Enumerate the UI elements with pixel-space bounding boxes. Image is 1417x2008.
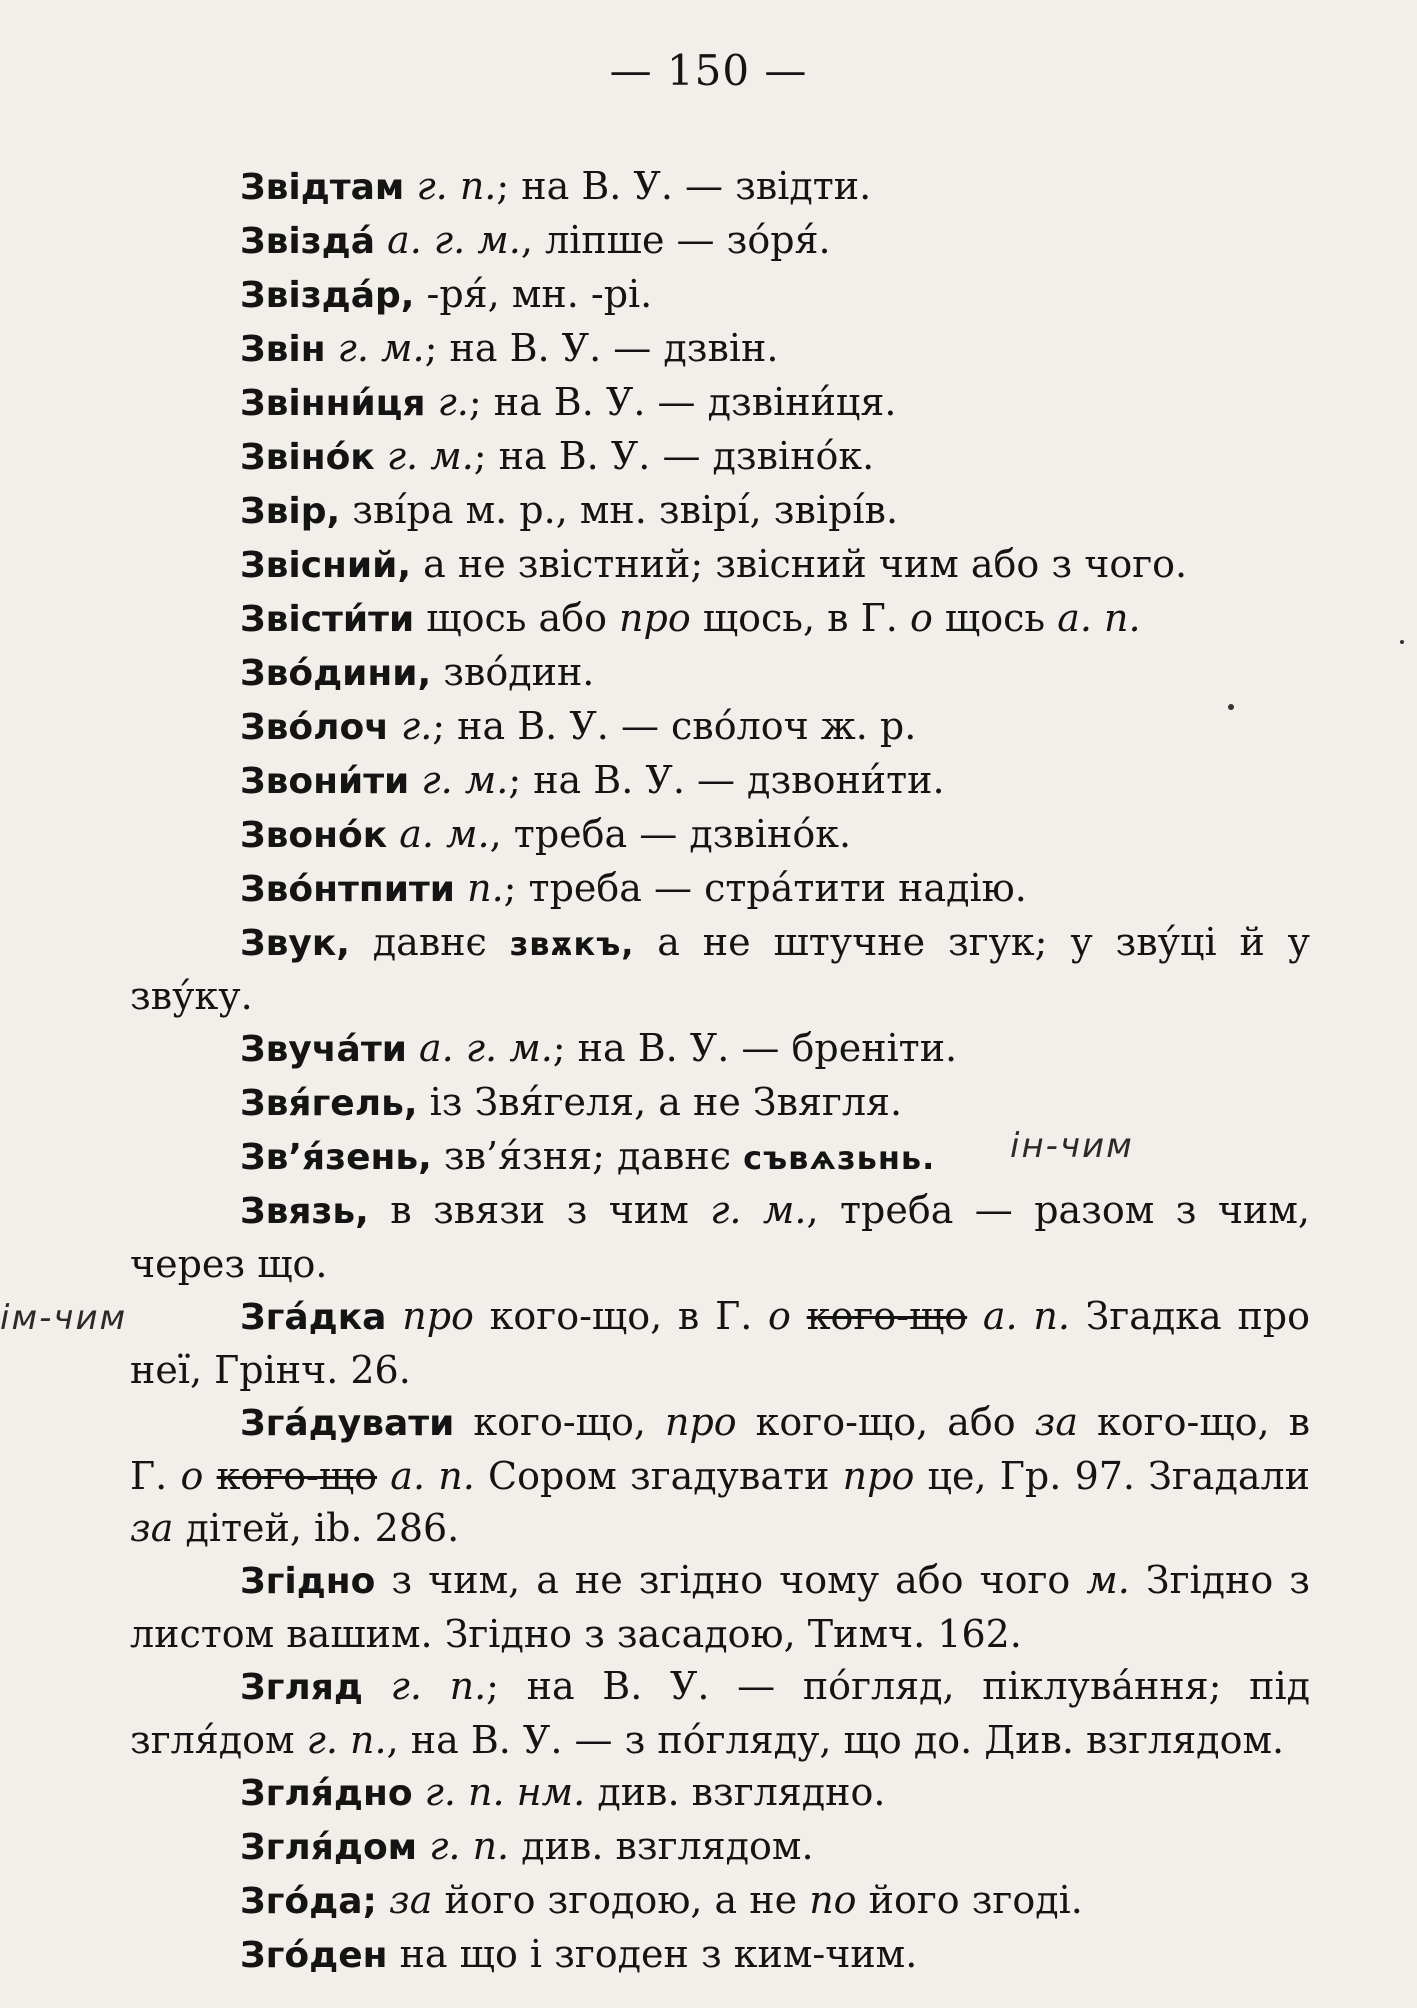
entry: Згля́дом г. п. див. взглядом. [240, 1824, 814, 1868]
entry: Звісти́ти щось або про щось, в Г. о щось а. п. [240, 596, 1141, 640]
entry: Згля́дно г. п. нм. див. взглядно. [240, 1770, 886, 1814]
headword: Звони́ти [240, 761, 410, 802]
headword: Звісний, [240, 545, 412, 586]
entry: Звоно́к а. м., треба — дзвіно́к. [240, 812, 852, 856]
entry: Згáдувати кого-що, про кого-що, або за кого-що, в Г. о кого-що а. п. Сором згадувати про це, Гр. 97. Згадали за дітей, ib. 286. [130, 1400, 1311, 1550]
headword: Зго́да; [240, 1881, 377, 1922]
entry: Звісний, а не звістний; звісний чим або з чого. [240, 542, 1188, 586]
headword: Звя́гель, [240, 1083, 418, 1124]
handwritten-note: ін-чим [1010, 1126, 1134, 1166]
headword: Звязь, [240, 1191, 369, 1232]
old-slavonic-form: звѫкъ, [509, 925, 635, 963]
headword: Звучáти [240, 1029, 407, 1070]
headword: Зго́ден [240, 1935, 388, 1976]
entry: Зво́нтпити п.; треба — стрáтити надію. [240, 866, 1027, 910]
entry: Зго́да; за його згодою, а не по його згоді. [240, 1878, 1083, 1922]
entry: Звязь, в звязи з чим г. м., треба — разом з чим, через що. [130, 1188, 1310, 1286]
headword: Зв’я́зень, [240, 1137, 432, 1178]
headword: Зво́дини, [240, 653, 432, 694]
headword: Звук, [240, 923, 350, 964]
page-number: — 150 — [609, 46, 808, 95]
headword: Згідно [240, 1561, 376, 1602]
entry: Звук, давнє звѫкъ, а не штучне згук; у зву́ці й у зву́ку. [130, 920, 1310, 1018]
headword: Звідтам [240, 167, 405, 208]
headword: Звінни́ця [240, 383, 426, 424]
entry: Звідтам г. п.; на В. У. — звідти. [240, 164, 872, 208]
entry: Звін г. м.; на В. У. — дзвін. [240, 326, 779, 370]
headword: Згáдувати [240, 1403, 455, 1444]
entry-list [130, 160, 1310, 1982]
struck-text: кого-що [216, 1454, 378, 1498]
struck-text: кого-що [806, 1294, 968, 1338]
entry: Звір, звíра м. р., мн. звірí, звірíв. [240, 488, 899, 532]
headword: Згля́дно [240, 1773, 413, 1814]
headword: Звізда́ [240, 221, 375, 262]
headword: Звіно́к [240, 437, 375, 478]
headword: Звіздáр, [240, 275, 415, 316]
entry: Звя́гель, із Звя́геля, а не Звягля. [240, 1080, 903, 1124]
entry: Згляд г. п.; на В. У. — по́гляд, піклувáння; під згля́дом г. п., на В. У. — з по́гляду, що до. Див. взглядом. [130, 1664, 1310, 1762]
entry: Згáдка про кого-що, в Г. о кого-що а. п. Згадка про неї, Грінч. 26. [130, 1294, 1310, 1392]
headword: Звір, [240, 491, 341, 532]
headword: Зво́нтпити [240, 869, 456, 910]
entry: Звізда́ а. г. м., ліпше — зо́ря́. [240, 218, 831, 262]
entry: Звучáти а. г. м.; на В. У. — бреніти. [240, 1026, 958, 1070]
headword: Зво́лоч [240, 707, 389, 748]
headword: Згля́дом [240, 1827, 418, 1868]
entry: Зв’я́зень, зв’я́зня; давнє съвѧзьнь. [240, 1134, 936, 1178]
entry: Звіздáр, -ря́, мн. -рі. [240, 272, 653, 316]
entry: Звіно́к г. м.; на В. У. — дзвіно́к. [240, 434, 875, 478]
headword: Звісти́ти [240, 599, 415, 640]
ink-speck [1228, 704, 1234, 710]
entry: Зво́лоч г.; на В. У. — сво́лоч ж. р. [240, 704, 917, 748]
entry: Звони́ти г. м.; на В. У. — дзвони́ти. [240, 758, 945, 802]
handwritten-margin-note: ім-чим [0, 1298, 128, 1338]
entry: Зго́ден на що і згоден з ким-чим. [240, 1932, 918, 1976]
entry: Зво́дини, зво́дин. [240, 650, 595, 694]
entry: Згідно з чим, а не згідно чому або чого м. Згідно з листом вашим. Згідно з засадою, Тимч. 162. [130, 1558, 1310, 1656]
entry: Звінни́ця г.; на В. У. — дзвіни́ця. [240, 380, 897, 424]
headword: Звін [240, 329, 326, 370]
old-slavonic-form: съвѧзьнь. [743, 1139, 936, 1177]
headword: Згляд [240, 1667, 363, 1708]
ink-speck [1400, 640, 1404, 644]
headword: Звоно́к [240, 815, 388, 856]
headword: Згáдка [240, 1297, 387, 1338]
